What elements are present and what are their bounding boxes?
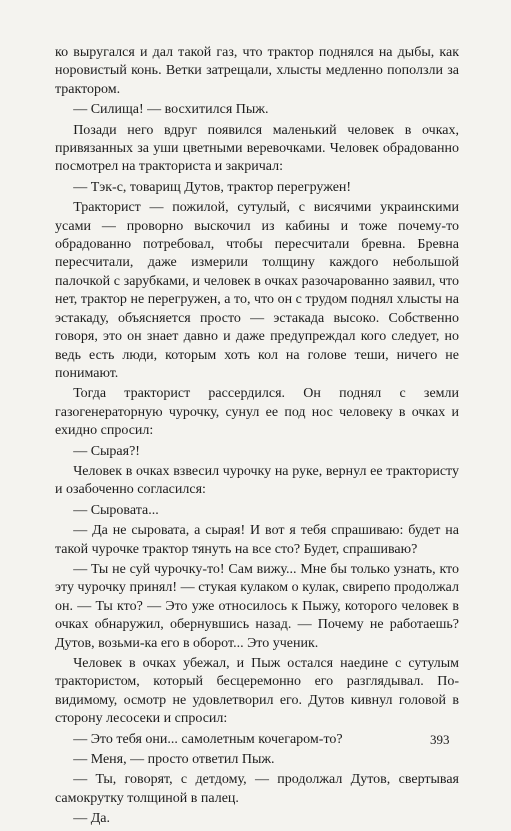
paragraph: — Тэк-с, товарищ Дутов, трактор перегружен!	[73, 179, 352, 195]
paragraph: — Ты не суй чурочку-то! Сам вижу... Мне бы только узнать, кто эту чурочку принял! — стукая кулаком о кулак, свирепо продолжал он. — Ты кто? — Это уже относилось к Пыжу, которого человек в очках обнаружил, обернувшись назад. — Почему не работаешь? Дутов, возьми-ка его в оборот... Это ученик.	[55, 561, 459, 651]
paragraph: Тракторист — пожилой, сутулый, с висячими украинскими усами — проворно выскочил из кабины и тоже почему-то обрадованно потребовал, чтобы пересчитали бревна. Бревна пересчитали, даже измерили толщину каждого небольшой палочкой с зарубками, и человек в очках разочарованно заявил, что нет, трактор не перегружен, а то, что он с трудом поднял хлысты на эстакаду, объясняется просто — эстакада высоко. Собственно говоря, это он знает давно и даже предупреждал кого следует, но ведь есть люди, которым хоть кол на голове теши, ничего не понимают.	[55, 200, 459, 381]
paragraph: Человек в очках убежал, и Пыж остался наедине с сутулым трактористом, который бесцеремонно его разглядывал. По-видимому, осмотр не удовлетворил его. Дутов кивнул головой в сторону лесосеки и спросил:	[55, 656, 459, 727]
paragraph: Тогда тракторист рассердился. Он поднял с земли газогенераторную чурочку, сунул ее под нос человеку в очках и ехидно спросил:	[55, 386, 459, 439]
paragraph: Позади него вдруг появился маленький человек в очках, привязанных за уши цветными веревочками. Человек обрадованно посмотрел на тракториста и закричал:	[55, 122, 459, 175]
paragraph: — Это тебя они... самолетным кочегаром-то?	[73, 731, 343, 747]
page-text	[55, 44, 459, 831]
paragraph: — Сыровата...	[73, 502, 159, 518]
paragraph: — Меня, — просто ответил Пыж.	[73, 752, 275, 768]
paragraph: ко выругался и дал такой газ, что трактор поднялся на дыбы, как норовистый конь. Ветки затрещали, хлысты медленно поползли за трактором.	[55, 45, 459, 97]
paragraph: — Силища! — восхитился Пыж.	[73, 102, 269, 118]
paragraph: — Да не сыровата, а сырая! И вот я тебя спрашиваю: будет на такой чурочке трактор тянуть на все сто? Будет, спрашиваю?	[55, 523, 459, 557]
paragraph: — Сырая?!	[73, 443, 140, 459]
page-number: 393	[430, 732, 450, 747]
paragraph: Человек в очках взвесил чурочку на руке, вернул ее трактористу и озабоченно согласился:	[55, 463, 459, 498]
paragraph: — Да.	[73, 811, 110, 827]
paragraph: — Ты, говорят, с детдому, — продолжал Дутов, свертывая самокрутку толщиной в палец.	[55, 772, 459, 806]
